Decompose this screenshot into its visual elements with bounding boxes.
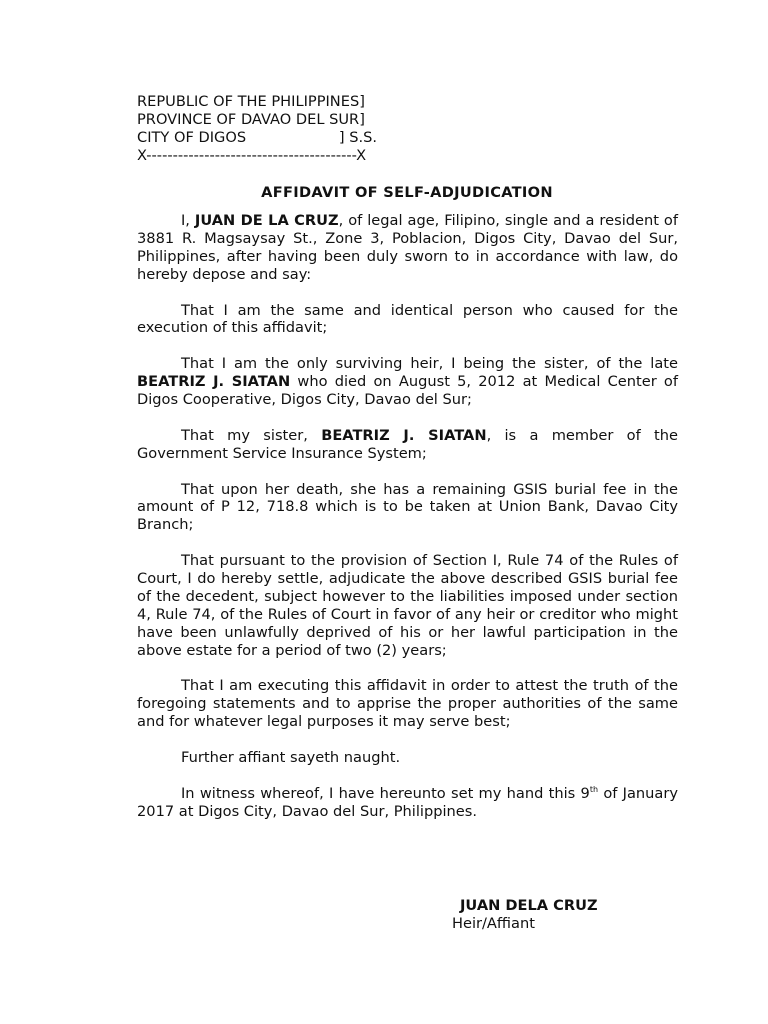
caption-city: CITY OF DIGOS ] S.S. <box>137 128 377 146</box>
decedent-name: BEATRIZ J. SIATAN <box>137 373 291 391</box>
paragraph-identity <box>137 212 678 284</box>
venue-caption <box>137 93 677 165</box>
signatory-role: Heir/Affiant <box>452 915 535 932</box>
affidavit-body <box>137 212 678 839</box>
paragraph-naught: Further affiant sayeth naught. <box>181 749 401 767</box>
document-title: AFFIDAVIT OF SELF-ADJUDICATION <box>261 184 553 201</box>
witness-text-b: of January 2017 at Digos City, Davao del Sur, Philippines. <box>137 784 678 820</box>
caption-republic: REPUBLIC OF THE PHILIPPINES] <box>137 93 365 110</box>
paragraph-burial-fee: That upon her death, she has a remaining GSIS burial fee in the amount of P 12, 718.8 which is to be taken at Union Bank, Davao City Branch; <box>137 480 678 534</box>
ordinal-suffix: th <box>589 784 599 794</box>
member-text-b: , is a member of the Government Service Insurance System; <box>137 426 678 462</box>
decedent-name-2: BEATRIZ J. SIATAN <box>321 426 487 444</box>
member-text-a: That my sister, <box>181 426 322 444</box>
paragraph-witness <box>137 785 678 821</box>
paragraph-same-person: That I am the same and identical person who caused for the execution of this affidavit; <box>137 301 678 337</box>
signatory-name: JUAN DELA CRUZ <box>460 897 598 914</box>
paragraph-surviving-heir <box>137 355 678 409</box>
paragraph-gsis-member <box>137 427 678 463</box>
caption-province: PROVINCE OF DAVAO DEL SUR] <box>137 110 365 128</box>
witness-text-a: In witness whereof, I have hereunto set my hand this 9 <box>181 784 590 802</box>
heir-text-a: That I am the only surviving heir, I being the sister, of the late <box>181 355 678 373</box>
paragraph-adjudication: That pursuant to the provision of Section I, Rule 74 of the Rules of Court, I do hereby settle, adjudicate the above described GSIS burial fee of the decedent, subject however to the liabilities imposed under section 4, Rule 74, of the Rules of Court in favor of any heir or creditor who might have been unlawfully deprived of his or her lawful participation in the above estate for a period of two (2) years; <box>137 552 678 659</box>
paragraph-purpose: That I am executing this affidavit in order to attest the truth of the foregoing statements and to apprise the proper authorities of the same and for whatever legal purposes it may serve best; <box>137 677 678 731</box>
identity-text-a: I, <box>181 212 195 229</box>
identity-text-b: , of legal age, Filipino, single and a resident of 3881 R. Magsaysay St., Zone 3, Poblacion, Digos City, Davao del Sur, Philippines, after having been duly sworn to in accordance with law, do hereby depose and say: <box>137 212 679 283</box>
caption-separator: X----------------------------------------X <box>137 146 367 164</box>
heir-text-b: who died on August 5, 2012 at Medical Center of Digos Cooperative, Digos City, Davao del Sur; <box>137 373 678 409</box>
affiant-name: JUAN DE LA CRUZ <box>194 212 339 229</box>
